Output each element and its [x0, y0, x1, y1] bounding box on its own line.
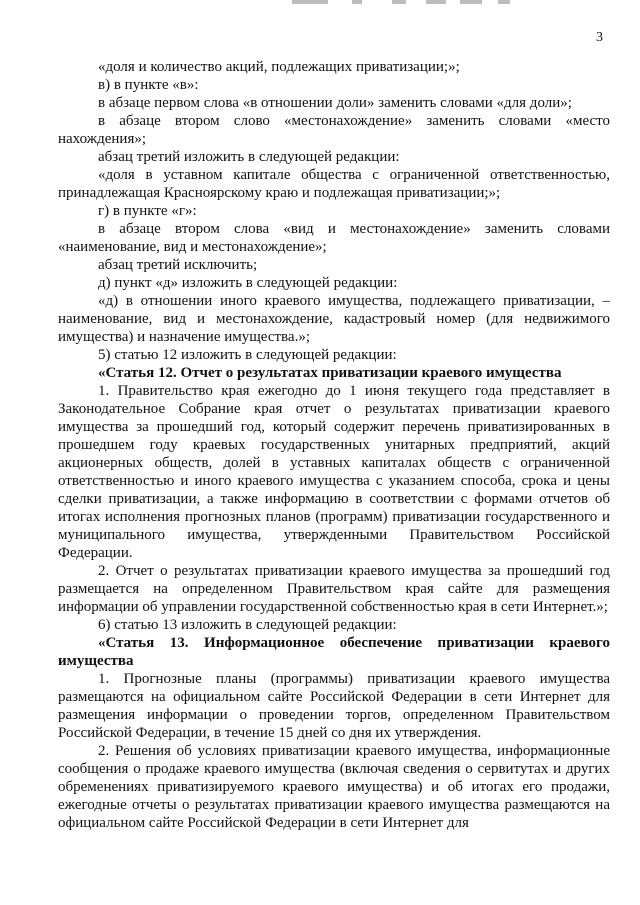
- paragraph: д) пункт «д» изложить в следующей редакции:: [98, 275, 398, 291]
- paragraph: 6) статью 13 изложить в следующей редакции:: [98, 617, 397, 633]
- scan-artifact-marks: [292, 0, 512, 6]
- article-heading: «Статья 12. Отчет о результатах приватизации краевого имущества: [98, 365, 562, 381]
- article-heading: «Статья 13. Информационное обеспечение приватизации краевого имущества: [58, 635, 610, 669]
- paragraph: 2. Решения об условиях приватизации краевого имущества, информационные сообщения о продаже краевого имущества (включая сведения о сервитутах и других обременениях приватизируемого краевого имущества) и об итогах его продажи, ежегодные отчеты о результатах приватизации краевого имущества размещаются на официальном сайте Российской Федерации в сети Интернет для: [58, 743, 610, 831]
- document-body: [58, 58, 610, 832]
- paragraph: 2. Отчет о результатах приватизации краевого имущества за прошедший год размещается на определенном Правительством края сайте для размещения информации об управлении государственной собственностью края в сети Интернет.»;: [58, 563, 610, 615]
- paragraph: абзац третий исключить;: [98, 257, 258, 273]
- paragraph: «д) в отношении иного краевого имущества, подлежащего приватизации, – наименование, вид и местонахождение, кадастровый номер (для недвижимого имущества) и назначение имущества.»;: [58, 293, 610, 345]
- paragraph: абзац третий изложить в следующей редакции:: [98, 149, 400, 165]
- paragraph: г) в пункте «г»:: [98, 203, 197, 219]
- paragraph: 5) статью 12 изложить в следующей редакции:: [98, 347, 397, 363]
- paragraph: в абзаце втором слово «местонахождение» заменить словами «место нахождения»;: [58, 113, 610, 147]
- paragraph: «доля в уставном капитале общества с ограниченной ответственностью, принадлежащая Красноярскому краю и подлежащая приватизации;»;: [58, 167, 610, 201]
- paragraph: в абзаце втором слова «вид и местонахождение» заменить словами «наименование, вид и местонахождение»;: [58, 221, 610, 255]
- page-number: 3: [596, 30, 603, 45]
- paragraph: 1. Правительство края ежегодно до 1 июня текущего года представляет в Законодательное Собрание края отчет о результатах приватизации краевого имущества за прошедший год, который содержит перечень приватизированных в прошедшем году краевых государственных унитарных предприятий, акций акционерных обществ, долей в уставных капиталах обществ с ограниченной ответственностью и иного краевого имущества с указанием способа, срока и цены сделки приватизации, а также информацию в соответствии с формами отчетов об итогах исполнения прогнозных планов (программ) приватизации государственного и муниципального имущества, утвержденными Правительством Российской Федерации.: [58, 383, 610, 561]
- paragraph: «доля и количество акций, подлежащих приватизации;»;: [98, 59, 460, 75]
- paragraph: в абзаце первом слова «в отношении доли» заменить словами «для доли»;: [98, 95, 572, 111]
- paragraph: в) в пункте «в»:: [98, 77, 199, 93]
- paragraph: 1. Прогнозные планы (программы) приватизации краевого имущества размещаются на официальном сайте Российской Федерации в сети Интернет для размещения информации о проведении торгов, определенном Правительством Российской Федерации, в течение 15 дней со дня их утверждения.: [58, 671, 610, 741]
